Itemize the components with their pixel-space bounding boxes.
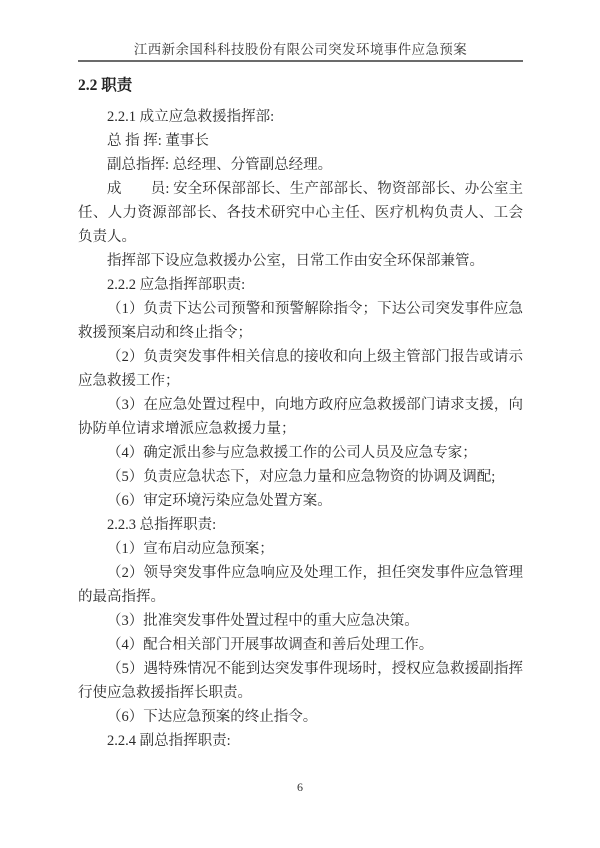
page-header (78, 42, 523, 58)
paragraph: （4）配合相关部门开展事故调查和善后处理工作。 (107, 637, 434, 653)
paragraph: （4）确定派出参与应急救援工作的公司人员及应急专家； (107, 445, 477, 461)
paragraph: 2.2.4 副总指挥职责: (107, 733, 231, 749)
paragraph: 2.2.3 总指挥职责: (107, 517, 217, 533)
paragraph: 2.2.2 应急指挥部职责: (107, 277, 246, 293)
paragraph: （1）负责下达公司预警和预警解除指令；下达公司突发事件应急救援预案启动和终止指令； (78, 301, 523, 341)
paragraph: （5）遇特殊情况不能到达突发事件现场时，授权应急救援副指挥行使应急救援指挥长职责。 (78, 661, 523, 701)
paragraph-list (78, 105, 523, 753)
page-footer (0, 779, 600, 795)
header-title: 江西新余国科科技股份有限公司突发环境事件应急预案 (133, 42, 468, 57)
paragraph: 成 员: 安全环保部部长、生产部部长、物资部部长、办公室主任、人力资源部部长、各技术研究中心主任、医疗机构负责人、工会负责人。 (78, 181, 523, 245)
header-rule (78, 60, 523, 62)
paragraph: （2）负责突发事件相关信息的接收和向上级主管部门报告或请示应急救援工作； (78, 349, 523, 389)
section-heading: 2.2 职责 (78, 77, 133, 94)
paragraph: 副总指挥: 总经理、分管副总经理。 (107, 157, 333, 173)
paragraph: （5）负责应急状态下，对应急力量和应急物资的协调及调配; (107, 469, 496, 485)
paragraph: 2.2.1 成立应急救援指挥部: (107, 109, 275, 125)
paragraph: （3）在应急处置过程中，向地方政府应急救援部门请求支援，向协防单位请求增派应急救援力量； (78, 397, 523, 437)
paragraph: （2）领导突发事件应急响应及处理工作，担任突发事件应急管理的最高指挥。 (78, 565, 523, 605)
paragraph: 总 指 挥: 董事长 (107, 133, 209, 149)
paragraph: 指挥部下设应急救援办公室，日常工作由安全环保部兼管。 (107, 253, 484, 269)
paragraph: （3）批准突发事件处置过程中的重大应急决策。 (107, 613, 419, 629)
page-number: 6 (297, 780, 303, 794)
paragraph: （6）下达应急预案的终止指令。 (107, 709, 318, 725)
paragraph: （1）宣布启动应急预案； (107, 541, 274, 557)
paragraph: （6）审定环境污染应急处置方案。 (107, 493, 332, 509)
document-body (78, 74, 523, 753)
